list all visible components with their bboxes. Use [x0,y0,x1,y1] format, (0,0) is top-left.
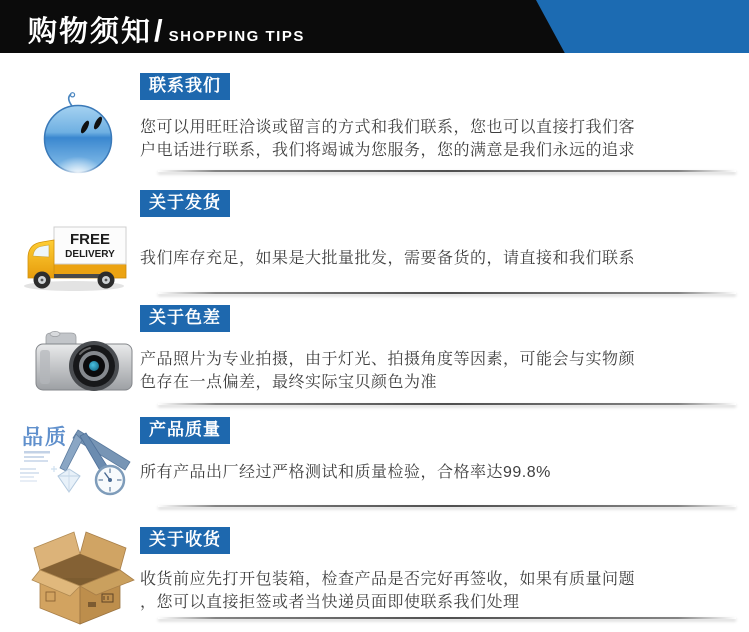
text-line: 您可以用旺旺洽谈或留言的方式和我们联系，您也可以直接打我们客 [140,119,636,136]
banner-title-en: SHOPPING TIPS [168,28,305,45]
text-line: 户电话进行联系，我们将竭诚为您服务，您的满意是我们永远的追求 [140,142,636,159]
page-banner [0,0,749,53]
camera-icon [30,326,138,402]
label-color-difference: 关于色差 [140,305,230,332]
truck-sign-line2: DELIVERY [65,249,115,260]
banner-title-zh: 购物须知 [28,16,153,48]
receiving-text [140,568,685,614]
text-line: 所有产品出厂经过严格测试和质量检验，合格率达99.8% [140,464,551,481]
text-line: 色存在一点偏差，最终实际宝贝颜色为准 [140,374,438,391]
section-divider [158,403,736,405]
caliper-quality-icon [6,418,140,508]
section-divider [158,505,736,507]
label-receiving: 关于收货 [140,527,230,554]
label-product-quality: 产品质量 [140,417,230,444]
banner-accent-shape [536,0,749,53]
carton-box-icon [24,524,142,626]
shipping-text [140,247,685,270]
text-line: ，您可以直接拒签或者当快递员面即使联系我们处理 [140,594,520,611]
contact-us-text [140,116,685,162]
wangwang-mascot-icon [36,92,120,176]
text-line: 我们库存充足，如果是大批量批发，需要备货的，请直接和我们联系 [140,250,636,267]
quality-caption: 品质 [22,426,68,449]
color-difference-text [140,348,685,394]
section-divider [158,617,736,619]
label-contact-us: 联系我们 [140,73,230,100]
banner-title [28,0,305,53]
banner-slash: / [154,13,163,48]
product-quality-text [140,461,685,484]
label-shipping: 关于发货 [140,190,230,217]
truck-sign-line1: FREE [69,231,111,248]
text-line: 收货前应先打开包装箱，检查产品是否完好再签收，如果有质量问题 [140,571,636,588]
section-divider [158,292,736,294]
section-divider [158,170,736,172]
text-line: 产品照片为专业拍摄，由于灯光、拍摄角度等因素，可能会与实物颜 [140,351,636,368]
free-delivery-truck-icon [14,218,132,294]
